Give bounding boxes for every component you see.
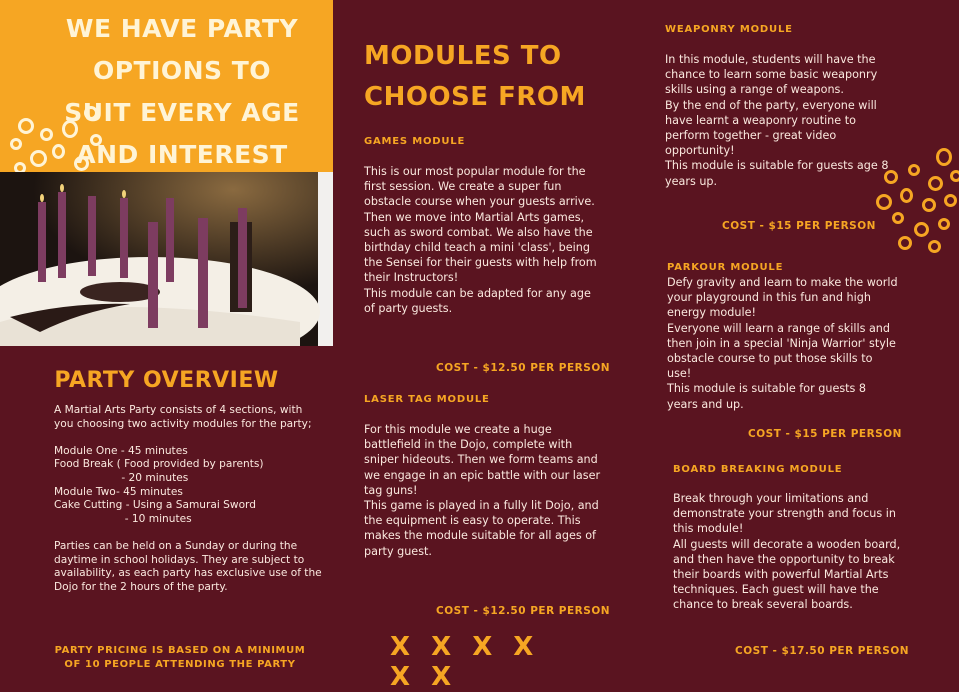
modules-title: MODULES TO CHOOSE FROM [364, 41, 586, 112]
weaponry-module-heading: WEAPONRY MODULE [665, 24, 793, 35]
parkour-module-cost: COST - $15 PER PERSON [748, 428, 902, 440]
laser-tag-module-text: For this module we create a huge battlefield in the Dojo, complete with sniper hideouts. Then we form teams and we engage in an epic battle with our laser tag guns! This game is played in a fully lit Dojo, and the equipment is easy to operate. This makes the module suitable for all ages of party guest. [364, 423, 601, 558]
board-breaking-module-cost: COST - $17.50 PER PERSON [735, 645, 910, 657]
laser-tag-module-heading: LASER TAG MODULE [364, 394, 490, 405]
board-breaking-module-text: Break through your limitations and demonstrate your strength and focus in this module! All guests will decorate a wooden board, and then have the opportunity to break their boards with powerful Martial Arts techniques. Each guest will have the chance to break several boards. [673, 492, 901, 612]
overview-title: PARTY OVERVIEW [54, 368, 279, 393]
games-module-text: This is our most popular module for the first session. We create a super fun obstacle course when your guests arrive. Then we move into Martial Arts games, such as sword combat. We also have the birthday child teach a mini 'class', being the Sensei for their guests with help from their Instructors! This module can be adapted for any age of party guests. [364, 165, 597, 315]
games-module-heading: GAMES MODULE [364, 136, 466, 147]
games-module-cost: COST - $12.50 PER PERSON [436, 362, 611, 374]
birthday-cake-photo [0, 172, 333, 346]
overview-text: A Martial Arts Party consists of 4 sections, with you choosing two activity modules for the party; Module One - 45 minutes Food Break ( Food provided by parents) - 20 minutes Module Two- 45 minutes Cake Cutting - Using a Samurai Sword - 10 minutes Parties can be held on a Sunday or during the daytime in school holidays. They are subject to availability, as each party has exclusive use of the Dojo for the 2 hours of the party. [54, 404, 322, 593]
parkour-module-heading: PARKOUR MODULE [667, 262, 784, 273]
x-marks-decoration: X X X X X X [390, 632, 540, 692]
pricing-note: PARTY PRICING IS BASED ON A MINIMUM OF 10 PEOPLE ATTENDING THE PARTY [54, 645, 306, 670]
hero-banner [0, 0, 333, 172]
weaponry-module-cost: COST - $15 PER PERSON [722, 220, 876, 232]
parkour-module-text: Defy gravity and learn to make the world your playground in this fun and high energy module! Everyone will learn a range of skills and then join in a special 'Ninja Warrior' style obstacle course to put those skills to use! This module is suitable for guests 8 years and up. [667, 276, 898, 411]
board-breaking-module-heading: BOARD BREAKING MODULE [673, 464, 843, 475]
laser-tag-module-cost: COST - $12.50 PER PERSON [436, 605, 611, 617]
weaponry-module-text: In this module, students will have the chance to learn some basic weaponry skills using a range of weapons. By the end of the party, everyone will have learnt a weaponry routine to perform together - great video opportunity! This module is suitable for guests age 8 years up. [665, 53, 889, 188]
hero-title: WE HAVE PARTY OPTIONS TO SUIT EVERY AGE AND INTEREST [64, 14, 300, 169]
